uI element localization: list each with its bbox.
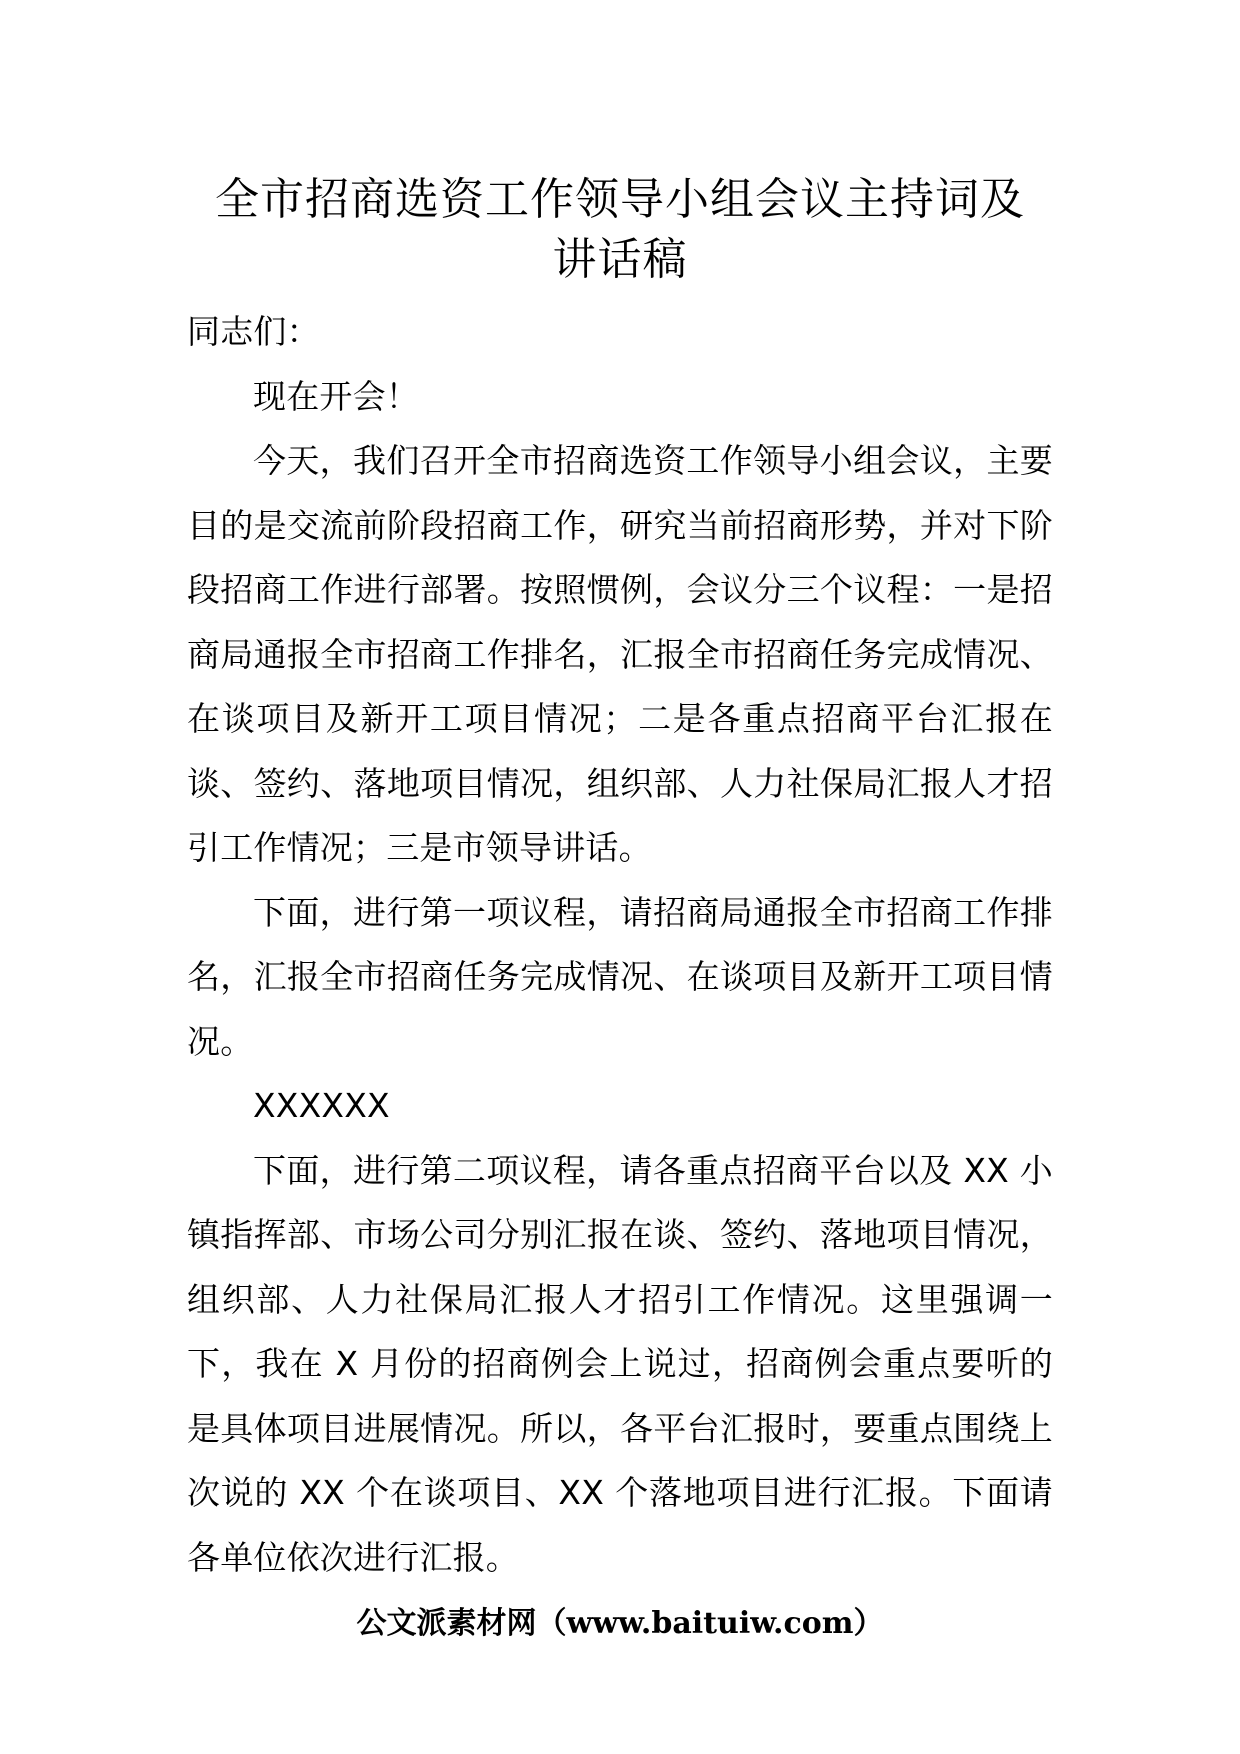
document-body: [187, 300, 1053, 1590]
paragraph-opening: 现在开会！: [253, 376, 419, 416]
paragraph-agenda: 今天，我们召开全市招商选资工作领导小组会议，主要目的是交流前阶段招商工作，研究当前招商形势，并对下阶段招商工作进行部署。按照惯例，会议分三个议程：一是招商局通报全市招商工作排名，汇报全市招商任务完成情况、在谈项目及新开工项目情况；二是各重点招商平台汇报在谈、签约、落地项目情况，组织部、人力社保局汇报人才招引工作情况；三是市领导讲话。: [187, 441, 1053, 867]
paragraph-second-item: 下面，进行第二项议程，请各重点招商平台以及 XX 小镇指挥部、市场公司分别汇报在谈、签约、落地项目情况，组织部、人力社保局汇报人才招引工作情况。这里强调一下，我在 X 月份的招商例会上说过，招商例会重点要听的是具体项目进展情况。所以，各平台汇报时，要重点围绕上次说的 XX 个在谈项目、XX 个落地项目进行汇报。下面请各单位依次进行汇报。: [187, 1150, 1053, 1577]
title-line-2: 讲话稿: [552, 234, 688, 285]
document-title: [160, 170, 1080, 290]
footer-watermark: 公文派素材网（www.baituiw.com）: [356, 1606, 884, 1641]
paragraph-placeholder: XXXXXX: [253, 1086, 390, 1125]
title-line-1: 全市招商选资工作领导小组会议主持词及: [215, 174, 1025, 225]
salutation: 同志们：: [187, 312, 320, 351]
paragraph-first-item: 下面，进行第一项议程，请招商局通报全市招商工作排名，汇报全市招商任务完成情况、在谈项目及新开工项目情况。: [187, 892, 1053, 1061]
